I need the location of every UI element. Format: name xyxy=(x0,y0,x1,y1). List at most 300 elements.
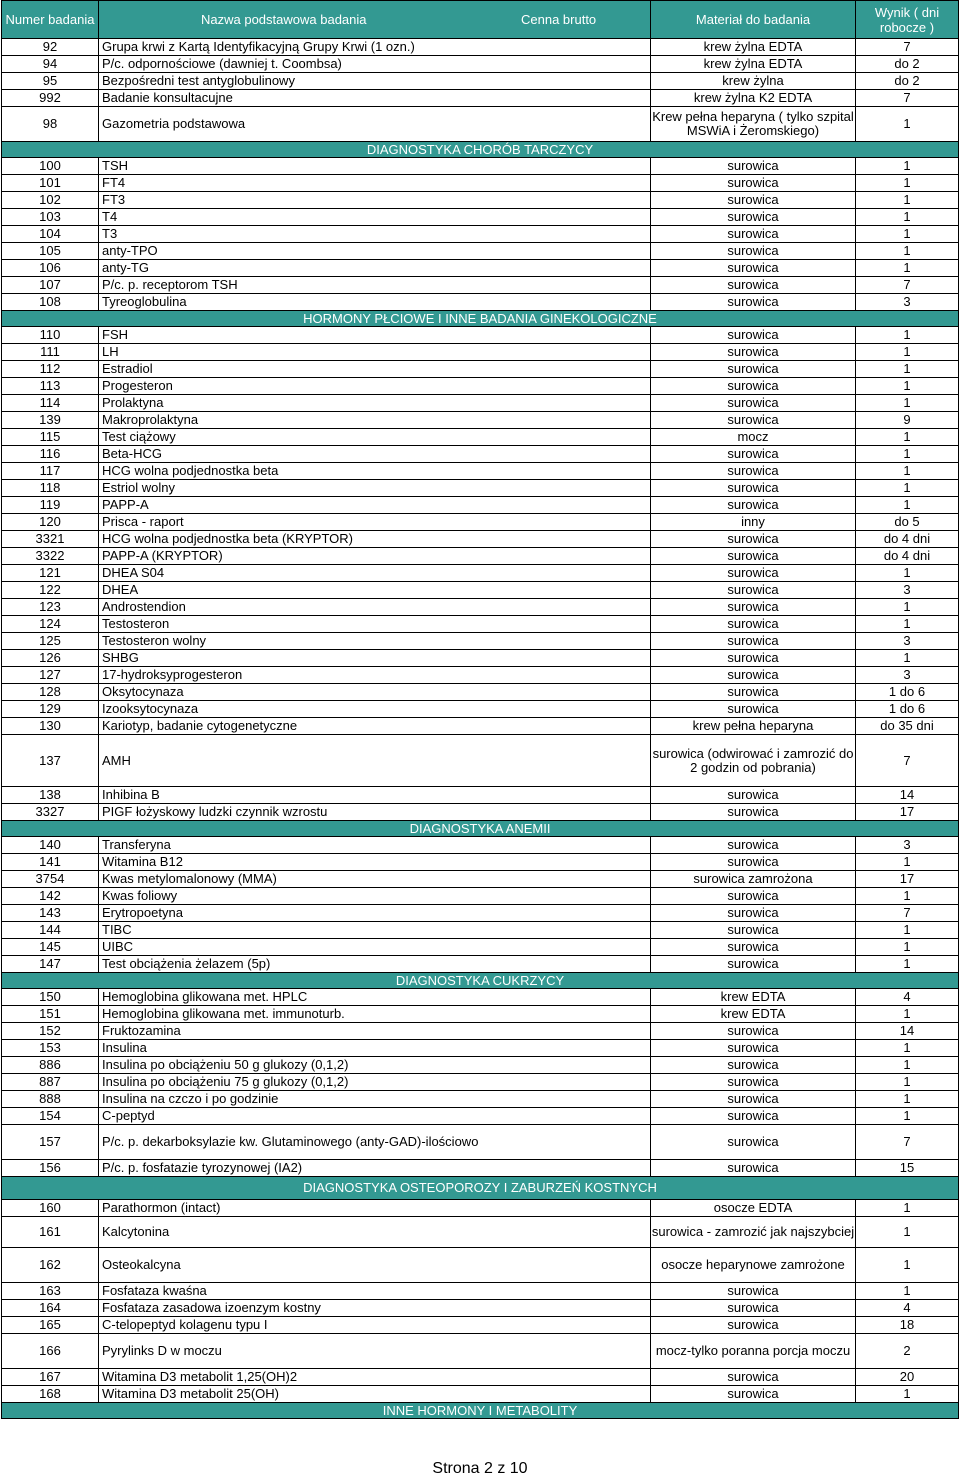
test-number: 161 xyxy=(2,1217,99,1248)
turnaround-days: 7 xyxy=(856,90,959,107)
specimen-material: surowica - zamrozić jak najszybciej xyxy=(651,1217,856,1248)
test-number: 128 xyxy=(2,684,99,701)
table-row xyxy=(2,277,959,294)
section-header-row xyxy=(2,142,959,158)
turnaround-days: 18 xyxy=(856,1317,959,1334)
test-number: 168 xyxy=(2,1386,99,1403)
specimen-material: surowica xyxy=(651,1074,856,1091)
specimen-material: surowica xyxy=(651,599,856,616)
test-number: 120 xyxy=(2,514,99,531)
turnaround-days: 1 xyxy=(856,378,959,395)
table-row xyxy=(2,616,959,633)
specimen-material: surowica xyxy=(651,582,856,599)
test-name: TIBC xyxy=(99,922,651,939)
test-number: 3321 xyxy=(2,531,99,548)
test-number: 992 xyxy=(2,90,99,107)
test-name: Kwas foliowy xyxy=(99,888,651,905)
section-title: DIAGNOSTYKA CUKRZYCY xyxy=(2,973,959,989)
test-number: 98 xyxy=(2,107,99,142)
table-row xyxy=(2,497,959,514)
test-number: 125 xyxy=(2,633,99,650)
turnaround-days: 1 xyxy=(856,429,959,446)
turnaround-days: 1 xyxy=(856,1091,959,1108)
turnaround-days: 1 xyxy=(856,1248,959,1283)
table-row xyxy=(2,209,959,226)
specimen-material: surowica xyxy=(651,344,856,361)
test-number: 3322 xyxy=(2,548,99,565)
table-row xyxy=(2,1125,959,1160)
turnaround-days: 1 xyxy=(856,1386,959,1403)
test-number: 163 xyxy=(2,1283,99,1300)
turnaround-days: 1 xyxy=(856,1074,959,1091)
turnaround-days: 1 xyxy=(856,446,959,463)
table-row xyxy=(2,599,959,616)
test-name: Prisca - raport xyxy=(99,514,651,531)
turnaround-days: do 4 dni xyxy=(856,531,959,548)
test-number: 3754 xyxy=(2,871,99,888)
test-number: 165 xyxy=(2,1317,99,1334)
specimen-material: surowica xyxy=(651,548,856,565)
specimen-material: surowica xyxy=(651,412,856,429)
test-name: PIGF łożyskowy ludzki czynnik wzrostu xyxy=(99,804,651,821)
table-row xyxy=(2,871,959,888)
specimen-material: krew żylna EDTA xyxy=(651,56,856,73)
test-name: Gazometria podstawowa xyxy=(99,107,651,142)
table-row xyxy=(2,804,959,821)
test-number: 114 xyxy=(2,395,99,412)
specimen-material: surowica xyxy=(651,1160,856,1177)
turnaround-days: 1 xyxy=(856,565,959,582)
test-number: 105 xyxy=(2,243,99,260)
turnaround-days: 1 xyxy=(856,175,959,192)
test-number: 153 xyxy=(2,1040,99,1057)
turnaround-days: 3 xyxy=(856,582,959,599)
test-number: 122 xyxy=(2,582,99,599)
test-name: Pyrylinks D w moczu xyxy=(99,1334,651,1369)
specimen-material: surowica xyxy=(651,939,856,956)
specimen-material: surowica xyxy=(651,497,856,514)
turnaround-days: 1 xyxy=(856,616,959,633)
table-row xyxy=(2,905,959,922)
test-number: 104 xyxy=(2,226,99,243)
section-title: DIAGNOSTYKA ANEMII xyxy=(2,821,959,837)
table-row xyxy=(2,650,959,667)
table-header-row xyxy=(2,1,959,39)
table-row xyxy=(2,548,959,565)
test-number: 118 xyxy=(2,480,99,497)
specimen-material: mocz xyxy=(651,429,856,446)
test-name: Transferyna xyxy=(99,837,651,854)
test-name: UIBC xyxy=(99,939,651,956)
specimen-material: surowica xyxy=(651,226,856,243)
test-name: Witamina D3 metabolit 25(OH) xyxy=(99,1386,651,1403)
test-number: 107 xyxy=(2,277,99,294)
table-row xyxy=(2,735,959,787)
col-header-name: Nazwa podstawowa badania xyxy=(201,12,367,27)
test-number: 147 xyxy=(2,956,99,973)
test-number: 139 xyxy=(2,412,99,429)
test-name: Estradiol xyxy=(99,361,651,378)
turnaround-days: 1 do 6 xyxy=(856,701,959,718)
turnaround-days: 7 xyxy=(856,735,959,787)
test-number: 103 xyxy=(2,209,99,226)
test-number: 141 xyxy=(2,854,99,871)
col-header-material: Materiał do badania xyxy=(651,1,856,39)
turnaround-days: 14 xyxy=(856,787,959,804)
specimen-material: surowica xyxy=(651,531,856,548)
turnaround-days: 7 xyxy=(856,277,959,294)
specimen-material: surowica xyxy=(651,1040,856,1057)
table-row xyxy=(2,531,959,548)
test-number: 156 xyxy=(2,1160,99,1177)
test-name: Insulina po obciążeniu 50 g glukozy (0,1,2) xyxy=(99,1057,651,1074)
specimen-material: surowica xyxy=(651,888,856,905)
table-row xyxy=(2,56,959,73)
table-row xyxy=(2,582,959,599)
table-row xyxy=(2,1023,959,1040)
specimen-material: surowica xyxy=(651,480,856,497)
table-row xyxy=(2,446,959,463)
test-name: Testosteron xyxy=(99,616,651,633)
turnaround-days: 1 xyxy=(856,107,959,142)
turnaround-days: do 35 dni xyxy=(856,718,959,735)
test-name: T3 xyxy=(99,226,651,243)
table-row xyxy=(2,1091,959,1108)
test-number: 164 xyxy=(2,1300,99,1317)
table-row xyxy=(2,344,959,361)
turnaround-days: 1 xyxy=(856,922,959,939)
turnaround-days: 1 xyxy=(856,226,959,243)
section-header-row xyxy=(2,821,959,837)
test-name: PAPP-A xyxy=(99,497,651,514)
table-row xyxy=(2,888,959,905)
table-row xyxy=(2,192,959,209)
test-number: 167 xyxy=(2,1369,99,1386)
col-header-test-name-price xyxy=(99,1,651,39)
specimen-material: krew EDTA xyxy=(651,989,856,1006)
table-row xyxy=(2,378,959,395)
test-name: Androstendion xyxy=(99,599,651,616)
test-name: SHBG xyxy=(99,650,651,667)
test-name: Fosfataza kwaśna xyxy=(99,1283,651,1300)
specimen-material: krew żylna K2 EDTA xyxy=(651,90,856,107)
table-row xyxy=(2,327,959,344)
table-row xyxy=(2,243,959,260)
table-row xyxy=(2,1334,959,1369)
test-name: P/c. odpornościowe (dawniej t. Coombsa) xyxy=(99,56,651,73)
specimen-material: surowica xyxy=(651,1283,856,1300)
turnaround-days: 1 xyxy=(856,497,959,514)
section-header-row xyxy=(2,973,959,989)
test-number: 157 xyxy=(2,1125,99,1160)
specimen-material: krew żylna xyxy=(651,73,856,90)
page-footer: Strona 2 z 10 xyxy=(432,1460,528,1477)
specimen-material: surowica xyxy=(651,395,856,412)
test-number: 143 xyxy=(2,905,99,922)
specimen-material: surowica xyxy=(651,1300,856,1317)
test-number: 108 xyxy=(2,294,99,311)
test-name: Kariotyp, badanie cytogenetyczne xyxy=(99,718,651,735)
turnaround-days: 1 xyxy=(856,599,959,616)
turnaround-days: 1 do 6 xyxy=(856,684,959,701)
specimen-material: surowica xyxy=(651,192,856,209)
table-row xyxy=(2,837,959,854)
table-row xyxy=(2,1248,959,1283)
test-name: DHEA S04 xyxy=(99,565,651,582)
test-name: Makroprolaktyna xyxy=(99,412,651,429)
test-name: Bezpośredni test antyglobulinowy xyxy=(99,73,651,90)
specimen-material: surowica xyxy=(651,633,856,650)
turnaround-days: 17 xyxy=(856,871,959,888)
col-header-number: Numer badania xyxy=(2,1,99,39)
lab-test-table xyxy=(1,0,959,1419)
test-number: 3327 xyxy=(2,804,99,821)
test-name: HCG wolna podjednostka beta xyxy=(99,463,651,480)
specimen-material: osocze EDTA xyxy=(651,1200,856,1217)
specimen-material: surowica xyxy=(651,1369,856,1386)
specimen-material: surowica xyxy=(651,1317,856,1334)
table-row xyxy=(2,1160,959,1177)
table-row xyxy=(2,175,959,192)
table-row xyxy=(2,922,959,939)
table-row xyxy=(2,1369,959,1386)
test-number: 94 xyxy=(2,56,99,73)
test-name: Erytropoetyna xyxy=(99,905,651,922)
test-number: 121 xyxy=(2,565,99,582)
section-title: DIAGNOSTYKA OSTEOPOROZY I ZABURZEŃ KOSTNYCH xyxy=(2,1177,959,1200)
table-row xyxy=(2,107,959,142)
specimen-material: surowica (odwirować i zamrozić do 2 godzin od pobrania) xyxy=(651,735,856,787)
turnaround-days: 1 xyxy=(856,1040,959,1057)
test-name: DHEA xyxy=(99,582,651,599)
test-name: P/c. p. dekarboksylazie kw. Glutaminowego (anty-GAD)-ilościowo xyxy=(99,1125,651,1160)
test-number: 119 xyxy=(2,497,99,514)
specimen-material: osocze heparynowe zamrożone xyxy=(651,1248,856,1283)
test-name: AMH xyxy=(99,735,651,787)
test-number: 151 xyxy=(2,1006,99,1023)
specimen-material: inny xyxy=(651,514,856,531)
turnaround-days: 1 xyxy=(856,192,959,209)
test-name: Test obciążenia żelazem (5p) xyxy=(99,956,651,973)
specimen-material: surowica xyxy=(651,1125,856,1160)
table-row xyxy=(2,429,959,446)
specimen-material: surowica xyxy=(651,378,856,395)
test-number: 138 xyxy=(2,787,99,804)
turnaround-days: do 5 xyxy=(856,514,959,531)
col-header-result-days: Wynik ( dni robocze ) xyxy=(856,1,959,39)
specimen-material: surowica xyxy=(651,787,856,804)
table-row xyxy=(2,1317,959,1334)
table-row xyxy=(2,1006,959,1023)
table-row xyxy=(2,787,959,804)
specimen-material: surowica xyxy=(651,905,856,922)
turnaround-days: 7 xyxy=(856,1125,959,1160)
test-name: Oksytocynaza xyxy=(99,684,651,701)
turnaround-days: 7 xyxy=(856,905,959,922)
table-row xyxy=(2,463,959,480)
specimen-material: surowica xyxy=(651,667,856,684)
test-number: 137 xyxy=(2,735,99,787)
specimen-material: krew żylna EDTA xyxy=(651,39,856,56)
test-name: Witamina D3 metabolit 1,25(OH)2 xyxy=(99,1369,651,1386)
test-name: FSH xyxy=(99,327,651,344)
test-name: Osteokalcyna xyxy=(99,1248,651,1283)
turnaround-days: 14 xyxy=(856,1023,959,1040)
test-name: Insulina na czczo i po godzinie xyxy=(99,1091,651,1108)
specimen-material: surowica xyxy=(651,463,856,480)
specimen-material: surowica xyxy=(651,277,856,294)
test-number: 112 xyxy=(2,361,99,378)
turnaround-days: 15 xyxy=(856,1160,959,1177)
turnaround-days: 1 xyxy=(856,1006,959,1023)
turnaround-days: 1 xyxy=(856,344,959,361)
test-number: 162 xyxy=(2,1248,99,1283)
turnaround-days: 1 xyxy=(856,1283,959,1300)
test-name: Beta-HCG xyxy=(99,446,651,463)
specimen-material: surowica xyxy=(651,616,856,633)
specimen-material: surowica xyxy=(651,701,856,718)
table-row xyxy=(2,90,959,107)
specimen-material: mocz-tylko poranna porcja moczu xyxy=(651,1334,856,1369)
test-number: 100 xyxy=(2,158,99,175)
turnaround-days: 1 xyxy=(856,395,959,412)
section-title: HORMONY PŁCIOWE I INNE BADANIA GINEKOLOGICZNE xyxy=(2,311,959,327)
specimen-material: surowica xyxy=(651,922,856,939)
test-number: 102 xyxy=(2,192,99,209)
table-row xyxy=(2,514,959,531)
section-header-row xyxy=(2,311,959,327)
test-number: 150 xyxy=(2,989,99,1006)
turnaround-days: 1 xyxy=(856,854,959,871)
turnaround-days: 3 xyxy=(856,667,959,684)
table-row xyxy=(2,1200,959,1217)
test-name: Parathormon (intact) xyxy=(99,1200,651,1217)
specimen-material: surowica xyxy=(651,837,856,854)
test-number: 888 xyxy=(2,1091,99,1108)
test-number: 126 xyxy=(2,650,99,667)
table-row xyxy=(2,854,959,871)
test-name: Fosfataza zasadowa izoenzym kostny xyxy=(99,1300,651,1317)
table-row xyxy=(2,395,959,412)
test-number: 887 xyxy=(2,1074,99,1091)
test-name: Testosteron wolny xyxy=(99,633,651,650)
specimen-material: surowica xyxy=(651,327,856,344)
turnaround-days: 1 xyxy=(856,939,959,956)
table-row xyxy=(2,939,959,956)
test-name: C-peptyd xyxy=(99,1108,651,1125)
table-row xyxy=(2,1300,959,1317)
test-name: C-telopeptyd kolagenu typu I xyxy=(99,1317,651,1334)
test-number: 145 xyxy=(2,939,99,956)
specimen-material: surowica xyxy=(651,446,856,463)
turnaround-days: 4 xyxy=(856,989,959,1006)
test-number: 124 xyxy=(2,616,99,633)
table-row xyxy=(2,1386,959,1403)
test-name: Progesteron xyxy=(99,378,651,395)
test-name: Witamina B12 xyxy=(99,854,651,871)
test-name: Estriol wolny xyxy=(99,480,651,497)
specimen-material: surowica xyxy=(651,209,856,226)
test-number: 127 xyxy=(2,667,99,684)
turnaround-days: 1 xyxy=(856,1217,959,1248)
table-row xyxy=(2,412,959,429)
specimen-material: surowica xyxy=(651,1091,856,1108)
specimen-material: surowica xyxy=(651,1108,856,1125)
table-body xyxy=(2,39,959,1419)
test-number: 142 xyxy=(2,888,99,905)
table-row xyxy=(2,565,959,582)
turnaround-days: 1 xyxy=(856,463,959,480)
table-row xyxy=(2,361,959,378)
table-row xyxy=(2,989,959,1006)
test-number: 144 xyxy=(2,922,99,939)
specimen-material: surowica xyxy=(651,260,856,277)
turnaround-days: do 2 xyxy=(856,73,959,90)
specimen-material: surowica xyxy=(651,684,856,701)
turnaround-days: 3 xyxy=(856,633,959,650)
turnaround-days: 1 xyxy=(856,1200,959,1217)
specimen-material: surowica xyxy=(651,243,856,260)
table-row xyxy=(2,1217,959,1248)
table-row xyxy=(2,701,959,718)
turnaround-days: 3 xyxy=(856,837,959,854)
turnaround-days: 1 xyxy=(856,1108,959,1125)
test-number: 106 xyxy=(2,260,99,277)
table-row xyxy=(2,1057,959,1074)
test-number: 117 xyxy=(2,463,99,480)
turnaround-days: 7 xyxy=(856,39,959,56)
table-row xyxy=(2,1040,959,1057)
section-title: INNE HORMONY I METABOLITY xyxy=(2,1403,959,1419)
table-row xyxy=(2,226,959,243)
test-name: TSH xyxy=(99,158,651,175)
test-number: 160 xyxy=(2,1200,99,1217)
table-row xyxy=(2,684,959,701)
turnaround-days: 4 xyxy=(856,1300,959,1317)
test-name: Inhibina B xyxy=(99,787,651,804)
specimen-material: surowica xyxy=(651,565,856,582)
specimen-material: krew EDTA xyxy=(651,1006,856,1023)
turnaround-days: 20 xyxy=(856,1369,959,1386)
test-name: Insulina po obciążeniu 75 g glukozy (0,1,2) xyxy=(99,1074,651,1091)
turnaround-days: 17 xyxy=(856,804,959,821)
turnaround-days: 9 xyxy=(856,412,959,429)
test-name: Tyreoglobulina xyxy=(99,294,651,311)
test-name: Izooksytocynaza xyxy=(99,701,651,718)
col-header-price: Cenna brutto xyxy=(521,12,597,27)
table-row xyxy=(2,1074,959,1091)
table-row xyxy=(2,718,959,735)
turnaround-days: 1 xyxy=(856,650,959,667)
test-name: Prolaktyna xyxy=(99,395,651,412)
test-name: anty-TPO xyxy=(99,243,651,260)
test-name: P/c. p. fosfatazie tyrozynowej (IA2) xyxy=(99,1160,651,1177)
specimen-material: surowica xyxy=(651,804,856,821)
test-name: Hemoglobina glikowana met. HPLC xyxy=(99,989,651,1006)
table-row xyxy=(2,956,959,973)
specimen-material: surowica xyxy=(651,1023,856,1040)
turnaround-days: 1 xyxy=(856,956,959,973)
section-title: DIAGNOSTYKA CHORÓB TARCZYCY xyxy=(2,142,959,158)
table-row xyxy=(2,480,959,497)
turnaround-days: 1 xyxy=(856,888,959,905)
specimen-material: surowica xyxy=(651,956,856,973)
turnaround-days: 1 xyxy=(856,327,959,344)
specimen-material: surowica xyxy=(651,854,856,871)
table-row xyxy=(2,633,959,650)
turnaround-days: 1 xyxy=(856,361,959,378)
turnaround-days: 1 xyxy=(856,209,959,226)
